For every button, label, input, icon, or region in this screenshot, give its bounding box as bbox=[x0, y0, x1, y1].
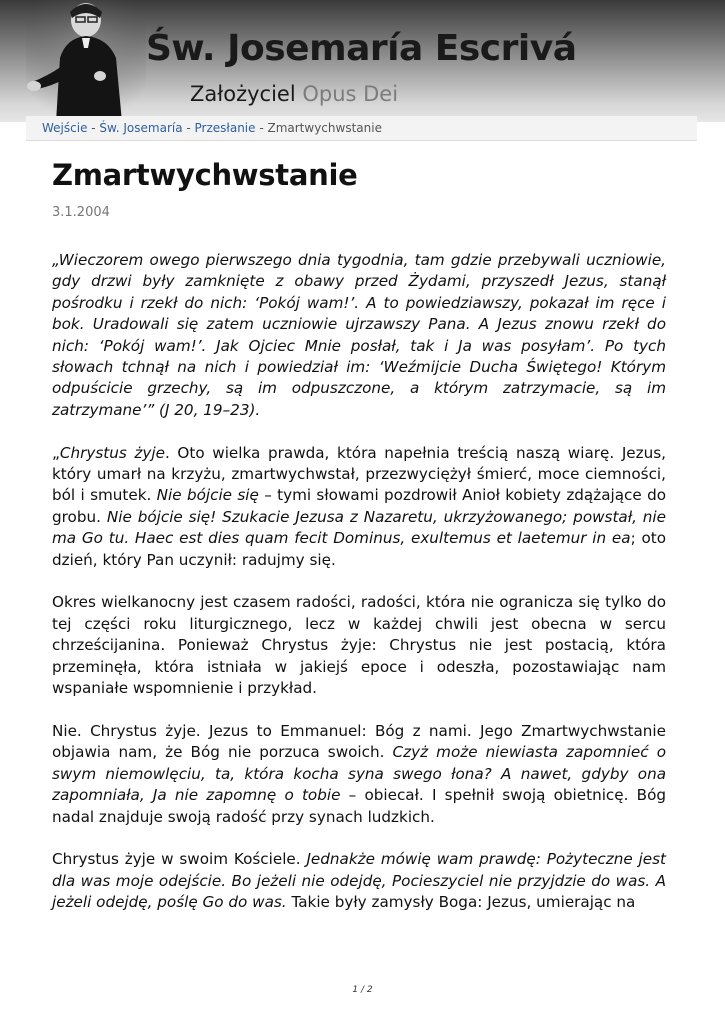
breadcrumb-separator: - bbox=[87, 121, 100, 135]
text-run: – tymi słowami pozdrowił Anioł kobiety zdążające do grobu. bbox=[52, 486, 667, 526]
article-paragraph bbox=[52, 849, 666, 913]
page-title: Zmartwychwstanie bbox=[52, 158, 358, 192]
breadcrumb-link[interactable]: Przesłanie bbox=[194, 121, 256, 135]
site-title: Św. Josemaría Escrivá bbox=[146, 28, 577, 69]
italic-text: Nie bójcie się! Szukacie Jezusa z Nazaretu, ukrzyżowanego; powstał, nie ma Go tu. Haec est dies quam fecit Dominus, exultemus et laetemur in ea bbox=[52, 507, 666, 548]
breadcrumb-bar bbox=[26, 116, 697, 141]
breadcrumb-separator: - bbox=[182, 121, 195, 135]
breadcrumb bbox=[42, 121, 382, 135]
subtitle-opus-dei: Opus Dei bbox=[302, 82, 399, 106]
text-run: – obiecał. I spełnił swoją obietnicę. Bóg nadal znajduje swoją radość przy synach ludzkich. bbox=[52, 786, 667, 826]
subtitle-founder: Założyciel bbox=[190, 82, 296, 106]
italic-text: Czyż może niewiasta zapomnieć o swym niemowlęciu, ta, która kocha syna swego łona? A nawet, gdyby ona zapomniała, Ja nie zapomnę o tobie bbox=[52, 743, 666, 805]
italic-text: Nie bójcie się bbox=[156, 486, 259, 505]
article-date: 3.1.2004 bbox=[52, 205, 110, 220]
article-body bbox=[52, 250, 666, 914]
founder-portrait bbox=[26, 0, 146, 122]
breadcrumb-link[interactable]: Wejście bbox=[42, 121, 88, 135]
page-number: 1 / 2 bbox=[352, 985, 373, 995]
article-paragraph bbox=[52, 721, 666, 828]
italic-text: Jednakże mówię wam prawdę: Pożyteczne jest dla was moje odejście. Bo jeżeli nie odejdę, Pocieszyciel nie przyjdzie do was. A jeżeli odejdę, poślę Go do was. bbox=[52, 850, 666, 912]
text-run: „ bbox=[52, 443, 60, 462]
italic-text: „Wieczorem owego pierwszego dnia tygodnia, tam gdzie przebywali uczniowie, gdy drzwi były zamknięte z obawy przed Żydami, przyszedł Jezus, stanął pośrodku i rzekł do nich: ‘Pokój wam!’. A to powiedziawszy, pokazał im ręce i bok. Uradowali się zatem uczniowie ujrzawszy Pana. A Jezus znowu rzekł do nich: ‘Pokój wam!’. Jak Ojciec Mnie posłał, tak i Ja was posyłam’. Po tych słowach tchnął na nich i powiedział im: ‘Weźmijcie Ducha Świętego! Którym odpuścicie grzechy, są im odpuszczone, a którym zatrzymacie, są im zatrzymane’” (J 20, 19–23). bbox=[52, 251, 666, 419]
article-paragraph bbox=[52, 443, 666, 571]
italic-text: Chrystus żyje bbox=[59, 443, 165, 462]
article-paragraph bbox=[52, 250, 666, 421]
breadcrumb-separator: - bbox=[255, 121, 268, 135]
text-run: Okres wielkanocny jest czasem radości, radości, która nie ogranicza się tylko do tej części roku liturgicznego, lecz w każdej chwili jest obecna w sercu chrześcijanina. Ponieważ Chrystus żyje: Chrystus nie jest postacią, która przeminęła, która istniała w jakiejś epoce i odeszła, pozostawiając nam wspaniałe wspomnienie i przykład. bbox=[52, 593, 666, 698]
site-header bbox=[0, 0, 725, 122]
text-run: Chrystus żyje w swoim Kościele. bbox=[52, 850, 307, 869]
breadcrumb-current: Zmartwychwstanie bbox=[267, 121, 382, 135]
article bbox=[52, 158, 666, 935]
text-run: Nie. Chrystus żyje. Jezus to Emmanuel: Bóg z nami. Jego Zmartwychwstanie objawia nam, że Bóg nie porzuca swoich. bbox=[52, 721, 666, 762]
text-run: ; oto dzień, który Pan uczynił: radujmy się. bbox=[52, 529, 667, 569]
site-subtitle bbox=[190, 82, 398, 106]
breadcrumb-link[interactable]: Św. Josemaría bbox=[99, 121, 183, 135]
text-run: . Oto wielka prawda, która napełnia treścią naszą wiarę. Jezus, który umarł na krzyżu, zmartwychwstał, przezwyciężył śmierć, moce ciemności, ból i smutek. bbox=[52, 443, 666, 505]
text-run: Takie były zamysły Boga: Jezus, umierając na bbox=[286, 893, 636, 912]
article-paragraph bbox=[52, 592, 666, 699]
